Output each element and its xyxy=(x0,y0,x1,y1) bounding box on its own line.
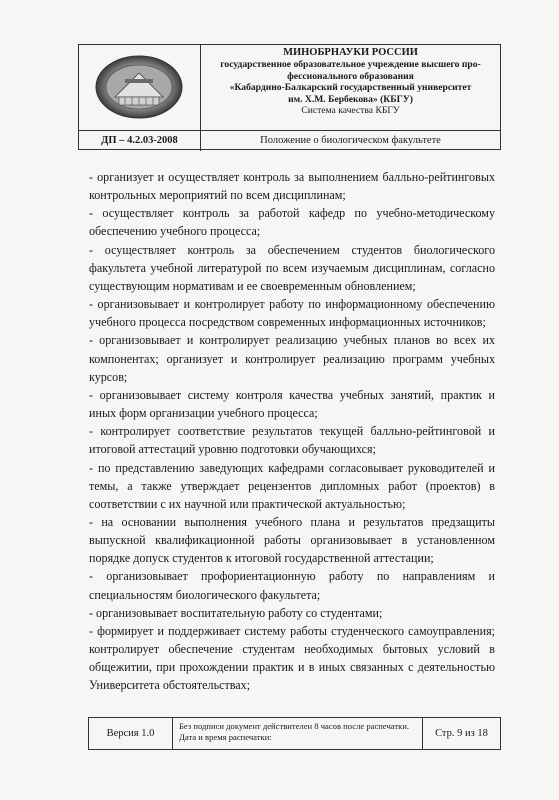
org-line-2: фессионального образования xyxy=(287,70,414,82)
university-line-2: им. Х.М. Бербекова» (КБГУ) xyxy=(288,93,413,105)
body-paragraph: - на основании выполнения учебного плана и результатов предзащиты выпускной квалификационной работы организовывает в установленном порядке допуск студентов к итоговой государственной аттестации; xyxy=(89,514,495,566)
ministry-name: МИНОБРНАУКИ РОССИИ xyxy=(283,47,418,58)
university-seal-logo xyxy=(95,55,183,119)
page-number: Стр. 9 из 18 xyxy=(435,728,488,739)
document-title: Положение о биологическом факультете xyxy=(260,135,441,146)
document-footer xyxy=(88,717,501,750)
body-paragraph: - организовывает воспитательную работу со студентами; xyxy=(89,605,383,620)
body-paragraph: - организовывает систему контроля качества учебных занятий, практик и иных форм организации учебного процесса; xyxy=(89,387,495,421)
university-line-1: «Кабардино-Балкарский государственный университет xyxy=(229,82,472,93)
quality-system: Система качества КБГУ xyxy=(301,105,400,116)
validity-note-line-1: Без подписи документ действителен 8 часов после распечатки. xyxy=(179,721,410,731)
body-paragraph: - организовывает и контролирует работу по информационному обеспечению учебного процесса посредством современных информационных источников; xyxy=(89,297,495,330)
body-paragraph: - осуществляет контроль за обеспечением студентов биологического факультета учебной литературой по всем изучаемым дисциплинам, согласно существующим нормативам и ее своевременным обновлением; xyxy=(89,242,495,293)
body-paragraph: - организовывает профориентационную работу по направлениям и специальностям биологического факультета; xyxy=(89,569,495,602)
validity-note xyxy=(173,718,423,749)
version-label: Версия 1.0 xyxy=(89,718,173,749)
body-paragraph: - по представлению заведующих кафедрами согласовывает руководителей и темы, а также утверждает рецензентов дипломных работ (проектов) в соответствии с их научной или практической актуальностью; xyxy=(89,460,495,511)
body-paragraph: - организует и осуществляет контроль за выполнением балльно-рейтинговых контрольных мероприятий по всем дисциплинам; xyxy=(89,170,495,203)
body-paragraph: - формирует и поддерживает систему работы студенческого самоуправления; контролирует обеспечение студентам необходимых бытовых условий в общежитии, при прохождении практик и в иных связанных с деятельностью Университета обстоятельствах; xyxy=(89,623,495,693)
body-paragraph: - контролирует соответствие результатов текущей балльно-рейтинговой и итоговой аттестаций уровню подготовки обучающихся; xyxy=(89,424,495,457)
document-code: ДП – 4.2.03-2008 xyxy=(79,131,201,151)
body-paragraph: - организовывает и контролирует реализацию учебных планов во всех их компонентах; организует и контролирует реализацию программ учебных курсов; xyxy=(89,333,495,384)
logo-cell xyxy=(79,45,201,131)
print-date-label: Дата и время распечатки: xyxy=(179,732,272,742)
organization-block xyxy=(201,45,500,131)
org-line-1: государственное образовательное учреждение высшего про- xyxy=(220,59,481,70)
body-paragraph: - осуществляет контроль за работой кафедр по учебно-методическому обеспечению учебного процесса; xyxy=(89,206,495,239)
document-header xyxy=(78,44,501,150)
document-body xyxy=(89,168,495,695)
